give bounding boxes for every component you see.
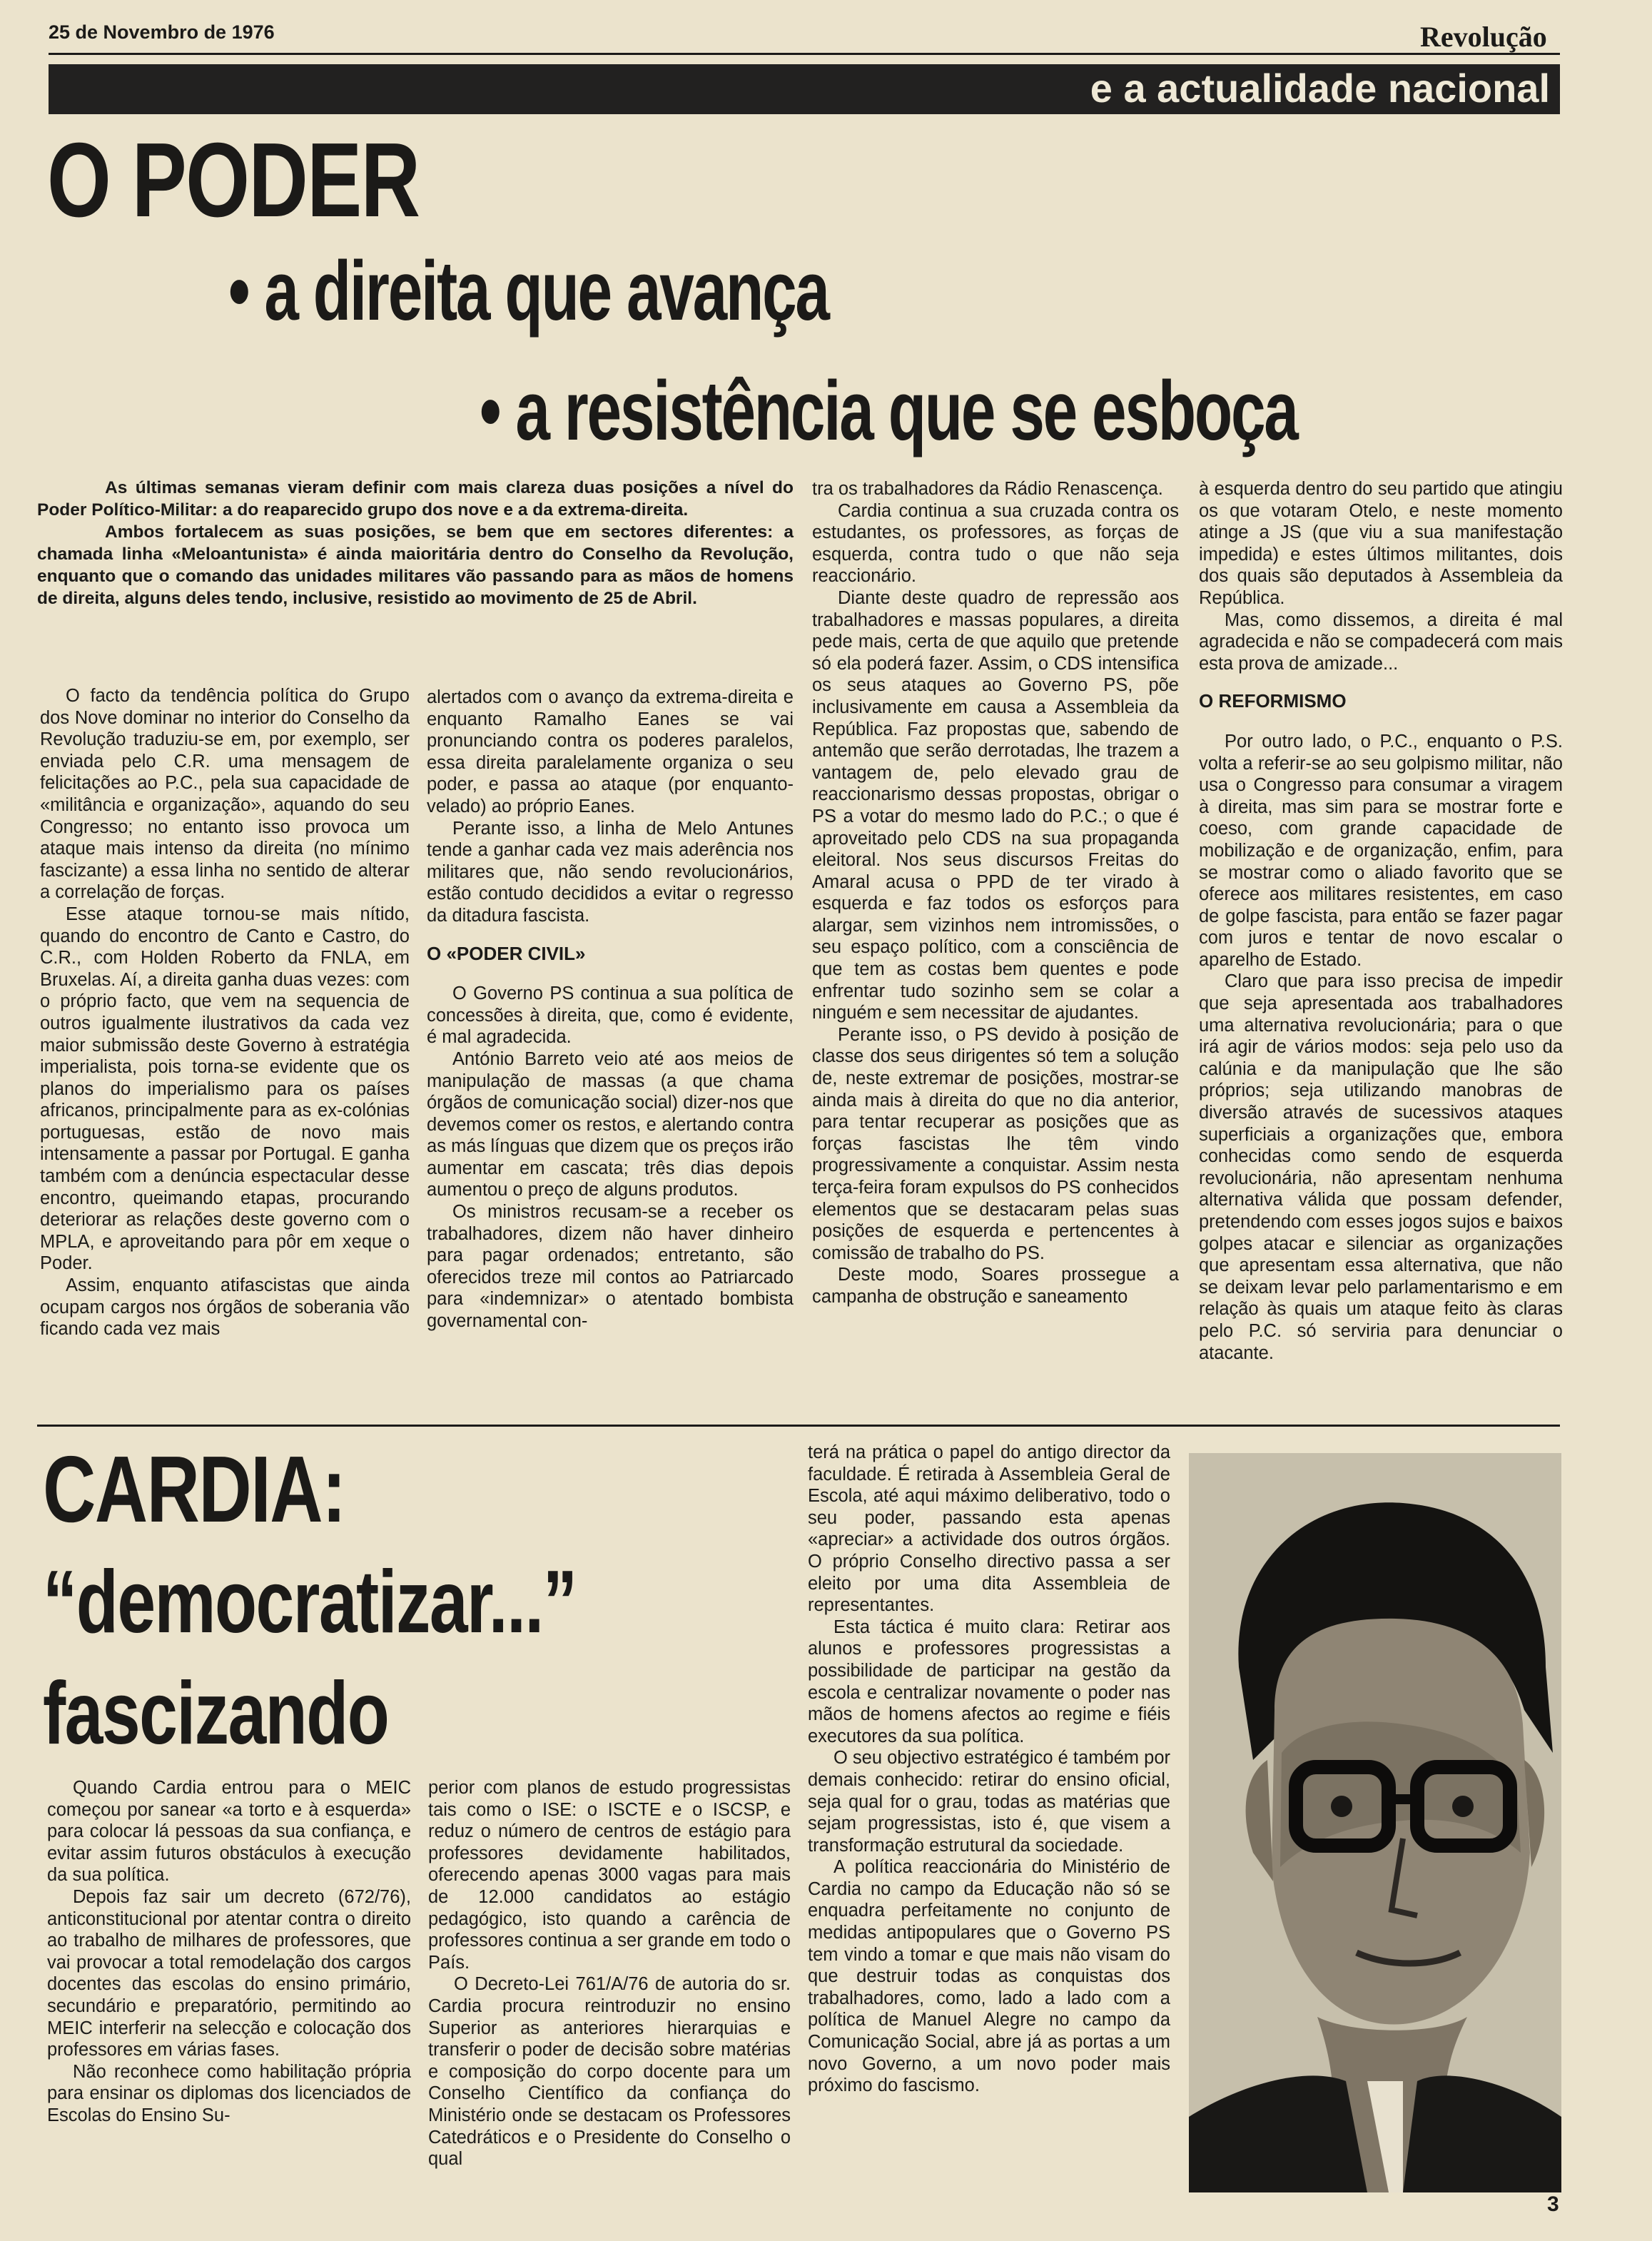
paragraph: Perante isso, o PS devido à posição de classe dos seus dirigentes só tem a solução de, neste extremar de posições, mostrar-se ainda mais à direita do que no dia anterior, para tentar recuperar as posições que as forças fascistas lhe têm vindo progressivamente a conquistar. Assim nesta terça-feira foram expulsos do PS conhecidos elementos que se destacaram pelas suas posições de esquerda e pertencentes à comissão de trabalho do PS. [812,1024,1179,1263]
issue-date: 25 de Novembro de 1976 [49,21,275,43]
paragraph: Deste modo, Soares prossegue a campanha de obstrução e saneamento [812,1265,1179,1307]
paragraph: A política reaccionária do Ministério de Cardia no campo da Educação não só se enquadra perfeitamente no conjunto de medidas antipopulares que o Governo PS tem vindo a tomar e que mais não visam do que destruir todas as conquistas dos trabalhadores, como, lado a lado com a política de Manuel Alegre no campo da Comunicação Social, abre já as portas a um novo Governo, a um novo poder mais próximo do fascismo. [808,1857,1170,2096]
paragraph: O Decreto-Lei 761/A/76 de autoria do sr. Cardia procura reintroduzir no ensino Superior as anteriores hierarquias e transferir o poder de decisão sobre matérias e composição do corpo docente para um Conselho Científico da confiança do Ministério onde se destacam os Professores Catedráticos e o Presidente do Conselho o qual [428,1974,791,2170]
article-column-2 [427,687,794,1332]
article2-title-1: CARDIA: [43,1437,345,1542]
section-heading: O «PODER CIVIL» [427,942,586,964]
paragraph: O Governo PS continua a sua política de concessões à direita, que, como é evidente, é mal agradecida. [427,983,794,1048]
paragraph: Diante deste quadro de repressão aos trabalhadores e massas populares, a direita pede mais, certa de que aquilo que pretende só ela poderá fazer. Assim, o CDS intensifica os seus ataques ao Governo PS, põe inclusivamente em causa a Assembleia da República. Faz propostas que, sabendo de antemão que serão derrotadas, lhe trazem a vantagem de, pelo elevado grau de reaccionarismo dessas propostas, obrigar o PS a votar do mesmo lado do P.C.; o que é aproveitado pelo CDS na sua propaganda eleitoral. Nos seus discursos Freitas do Amaral acusa o PPD de ter virado à esquerda e faz todos os esforços para alargar, sem vizinhos nem intromissões, o seu espaço político, com a consciência de que tem as costas bem quentes e pode enfrentar tudo sozinho sem se colar a ninguém e sem necessitar de ajudantes. [812,587,1179,1023]
article-column-3 [812,478,1179,1308]
header-rule [49,53,1560,55]
article2-column-2 [428,1777,791,2170]
article-title: O PODER [47,121,420,239]
article2-column-1 [47,1777,411,2127]
section-band [49,64,1560,114]
paragraph: Depois faz sair um decreto (672/76), anticonstitucional por atentar contra o direito ao trabalho de milhares de professores, que vai provocar a total remodelação dos cargos docentes das escolas do ensino primário, secundário e preparatório, permitindo ao MEIC interferir na selecção e colocação dos professores em várias fases. [47,1886,411,2060]
paragraph: Esse ataque tornou-se mais nítido, quando do encontro de Canto e Castro, do C.R., com Holden Roberto da FNLA, em Bruxelas. Aí, a direita ganha duas vezes: com o próprio facto, que vem na sequencia de outros igualmente ilustrativos da cada vez maior submissão deste Governo à estratégia imperialista, pois torna-se evidente que os planos do imperialismo para os países africanos, principalmente para as ex-colónias portuguesas, estão de novo mais intensamente a passar por Portugal. E ganha também com a denúncia espectacular desse encontro, queimando etapas, procurando deteriorar as relações deste governo com o MPLA, e aproveitando para pôr em xeque o Poder. [40,904,410,1274]
paragraph: Perante isso, a linha de Melo Antunes tende a ganhar cada vez mais aderência nos militares que, não sendo revolucionários, estão contudo decididos a evitar o regresso da ditadura fascista. [427,818,794,926]
paragraph: Não reconhece como habilitação própria para ensinar os diplomas dos licenciados de Escolas do Ensino Su- [47,2061,411,2125]
paragraph: António Barreto veio até aos meios de manipulação de massas (a que chama órgãos de comunicação social) dizer-nos que devemos comer os restos, e alertando contra as más línguas que dizem que os preços irão aumentar em cascata; três dias depois aumentou o preço de alguns produtos. [427,1048,794,1200]
paragraph: terá na prática o papel do antigo director da faculdade. É retirada à Assembleia Geral de Escola, até aqui máximo deliberativo, todo o seu poder, passando esta apenas «apreciar» a actividade dos outros órgãos. O próprio Conselho directivo passa a ser eleito por uma dita Assembleia de representantes. [808,1442,1170,1616]
paragraph: Assim, enquanto atifascistas que ainda ocupam cargos nos órgãos de soberania vão ficando cada vez mais [40,1275,410,1340]
article-divider [37,1425,1560,1427]
portrait-photo [1189,1453,1561,2192]
paragraph: Claro que para isso precisa de impedir que seja apresentada aos trabalhadores uma alternativa revolucionária; para o que irá agir de vários modos: seja pelo uso da calúnia e da manipulação que lhe são próprios; seja utilizando manobras de diversão através de sucessivos ataques superficiais a organizações que, embora conhecidas como sendo de esquerda revolucionária, não apresentam nenhuma alternativa válida que possam defender, pretendendo com esses jogos sujos e baixos golpes atacar e silenciar as organizações que apresentam essa alternativa, que não se deixam levar pelo parlamentarismo e em relação às quais um ataque feito às claras pelo P.C. só serviria para denunciar o atacante. [1199,971,1563,1363]
article-subtitle-1: • a direita que avança [228,244,828,338]
paragraph: Mas, como dissemos, a direita é mal agradecida e não se compadecerá com mais esta prova de amizade... [1199,609,1563,674]
paragraph: Esta táctica é muito clara: Retirar aos alunos e professores progressistas a possibilidade de participar na gestão da escola e centralizar novamente o poder nas mãos de homens afectos ao regime e fiéis executores da sua política. [808,1617,1170,1746]
lead-paragraph: As últimas semanas vieram definir com mais clareza duas posições a nível do Poder Político-Militar: a do reaparecido grupo dos nove e a da extrema-direita. [37,478,794,520]
page-number: 3 [1547,2192,1559,2216]
paragraph: Os ministros recusam-se a receber os trabalhadores, dizem não haver dinheiro para pagar ordenados; entretanto, são oferecidos treze mil contos ao Patriarcado para «indemnizar» o atentado bombista governamental con- [427,1202,794,1332]
paragraph: O seu objectivo estratégico é também por demais conhecido: retirar do ensino oficial, seja qual for o grau, todas as matérias que sejam progressistas, isto é, que visem a transformação estrutural da sociedade. [808,1748,1170,1856]
article-lead [37,477,794,609]
paragraph: Cardia continua a sua cruzada contra os estudantes, os professores, as forças de esquerda, contra tudo o que não seja reaccionário. [812,500,1179,587]
paragraph: Quando Cardia entrou para o MEIC começou por sanear «a torto e à esquerda» para colocar lá pessoas da sua confiança, e evitar assim futuros obstáculos à execução da sua política. [47,1778,411,1886]
portrait-illustration [1189,1453,1561,2192]
article2-column-3 [808,1442,1170,2097]
masthead: Revolução [1420,21,1547,53]
article2-title-3: fascizando [43,1664,389,1763]
article2-title-2: “democratizar...” [43,1553,577,1651]
article-column-1 [40,685,410,1340]
paragraph: Por outro lado, o P.C., enquanto o P.S. volta a referir-se ao seu golpismo militar, não usa o Congresso para consumar a viragem à direita, mas sim para se mostrar forte e coeso, com grande capacidade de mobilização e de organização, enfim, para se mostrar como o aliado favorito que se oferece aos militares resistentes, em caso de golpe fascista, para então se fazer pagar com juros e tentar de novo escalar o aparelho de Estado. [1199,731,1563,970]
section-title: e a actualidade nacional [1090,66,1550,111]
section-heading: O REFORMISMO [1199,690,1347,712]
paragraph: perior com planos de estudo progressistas tais como o ISE: o ISCTE e o ISCSP, e reduz o número de centros de estágio para professores devidamente habilitados, oferecendo apenas 3000 vagas para mais de 12.000 candidatos ao estágio pedagógico, isto quando a carência de professores continua a ser grande em todo o País. [428,1778,791,1973]
paragraph: à esquerda dentro do seu partido que atingiu os que votaram Otelo, e neste momento atinge a JS (que viu a sua manifestação impedida) e estes últimos militantes, dois dos quais são deputados à Assembleia da República. [1199,479,1563,608]
lead-paragraph: Ambos fortalecem as suas posições, se bem que em sectores diferentes: a chamada linha «Meloantunista» é ainda maioritária dentro do Conselho da Revolução, enquanto que o comando das unidades militares vão passando para as mãos de homens de direita, alguns deles tendo, inclusive, resistido ao movimento de 25 de Abril. [37,522,794,608]
paragraph: alertados com o avanço da extrema-direita e enquanto Ramalho Eanes se vai pronunciando contra os poderes paralelos, essa direita paralelamente organiza o seu poder, e passa ao ataque (por enquanto-velado) ao próprio Eanes. [427,687,794,816]
paragraph: O facto da tendência política do Grupo dos Nove dominar no interior do Conselho da Revolução traduziu-se em, por exemplo, ser enviada pelo C.R. uma mensagem de felicitações ao P.C., pela sua capacidade de «militância e organização», aquando do seu Congresso; no entanto isso provoca um ataque mais intenso da direita (no mínimo fascizante) a essa linha no sentido de alterar a correlação de forças. [40,686,410,903]
paragraph: tra os trabalhadores da Rádio Renascença. [812,479,1163,499]
article-subtitle-2: • a resistência que se esboça [480,364,1297,458]
article-column-4 [1199,478,1563,1364]
